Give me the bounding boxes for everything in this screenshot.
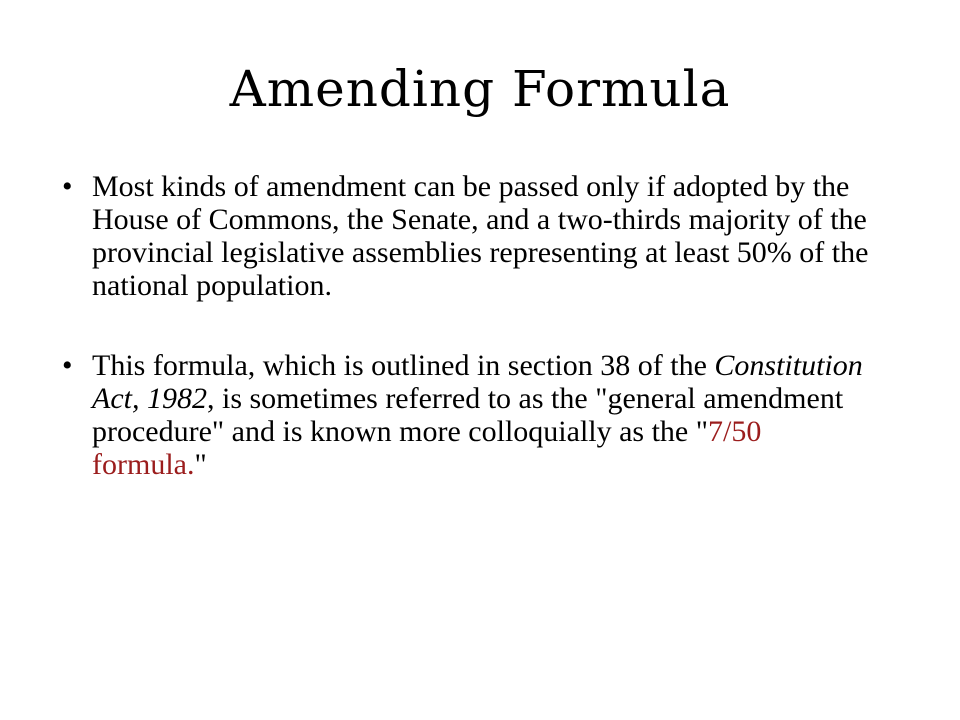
bullet-list [62,170,882,481]
bullet-text-middle: , is sometimes referred to as the "general amendment procedure" and is known more colloquially as the [92,382,844,448]
act-title: Constitution Act, 1982 [92,349,863,415]
formula-name-highlight: 7/50 formula. [92,415,762,481]
quote-close: " [194,448,207,481]
bullet-item-amendment-rule [62,170,882,302]
bullet-dot: • [62,170,73,203]
bullet-item-formula-description [62,349,882,481]
quote-open: " [695,415,708,448]
bullet-text-start: This formula, which is outlined in section 38 of the [92,349,715,382]
bullet-text: Most kinds of amendment can be passed only if adopted by the House of Commons, the Senate, and a two-thirds majority of the provincial legislative assemblies representing at least 50% of the national population. [92,170,869,302]
bullet-dot: • [62,349,73,382]
slide-title: Amending Formula [229,60,731,118]
